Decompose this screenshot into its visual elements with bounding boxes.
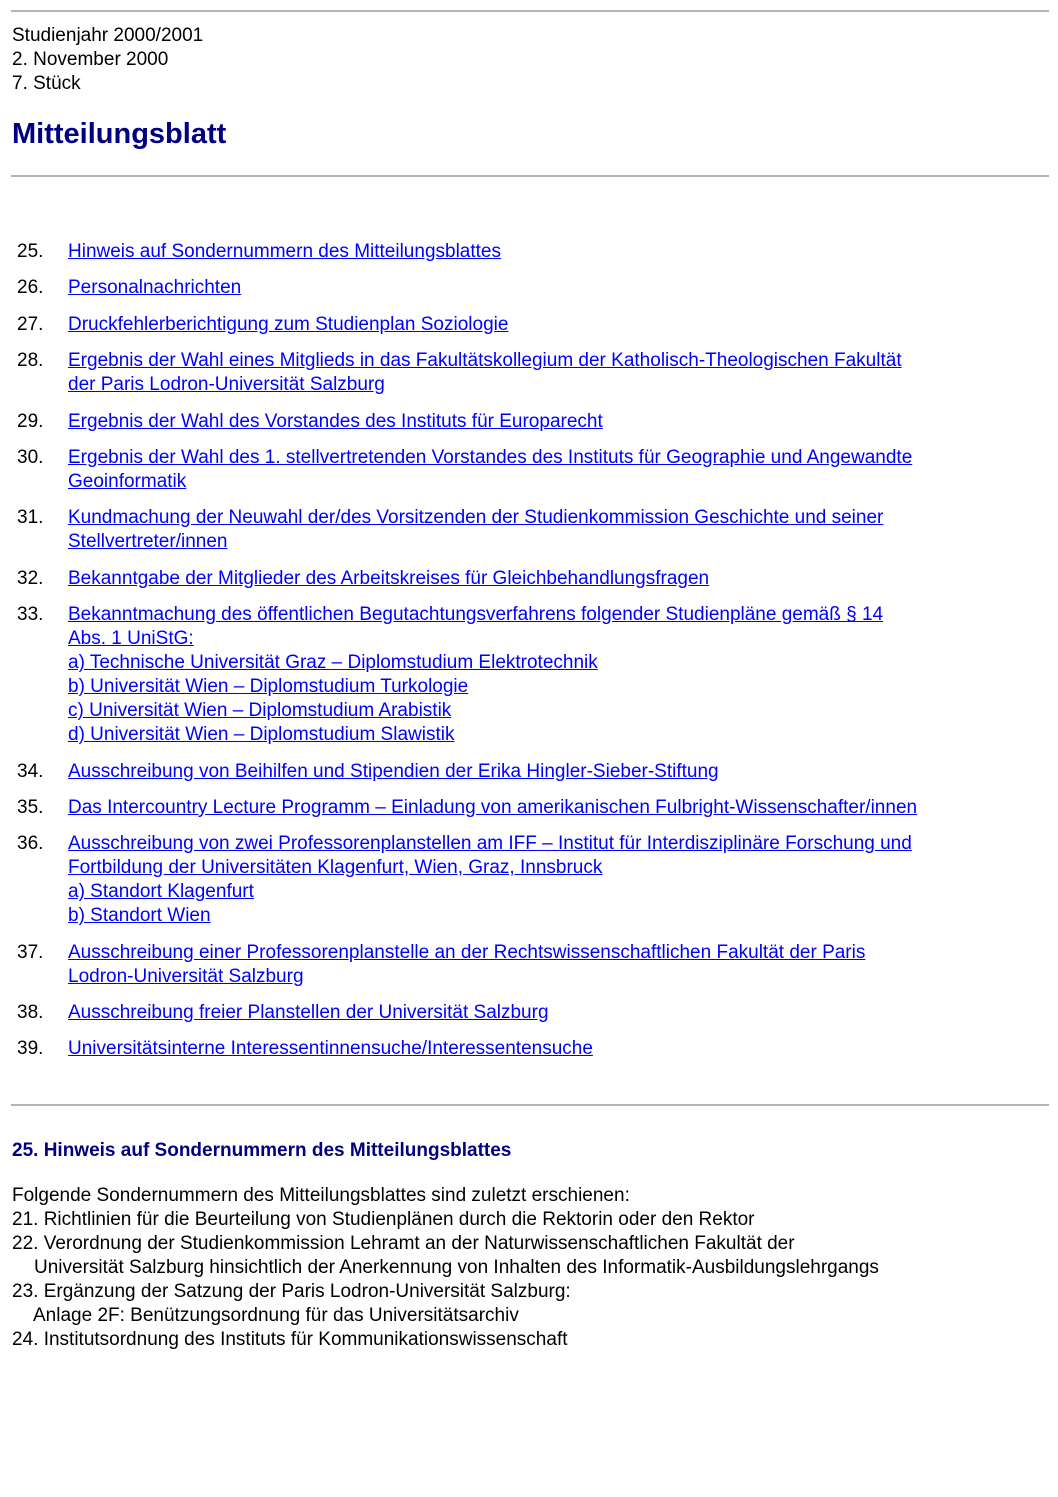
special-issue-23-line1: 23. Ergänzung der Satzung der Paris Lodron-Universität Salzburg:: [12, 1281, 571, 1302]
toc-item-number: 38.: [17, 1002, 44, 1024]
toc-item: [0, 760, 1058, 784]
toc-link[interactable]: Hinweis auf Sondernummern des Mitteilungsblattes: [68, 241, 501, 262]
special-issue-22: [12, 1232, 1042, 1280]
toc-item-number: 34.: [17, 760, 44, 782]
toc-link[interactable]: Geoinformatik: [68, 470, 187, 492]
toc-item-links: [68, 760, 1058, 784]
special-issue-23: [12, 1280, 1042, 1328]
toc-link[interactable]: Lodron-Universität Salzburg: [68, 965, 304, 987]
toc-item-number: 30.: [17, 446, 44, 468]
toc-item: [0, 796, 1058, 820]
toc-item-links: [68, 1037, 1058, 1061]
toc-item: [0, 276, 1058, 300]
toc-link[interactable]: Das Intercountry Lecture Programm – Einladung von amerikanischen Fulbright-Wissenschafter/innen: [68, 796, 918, 818]
toc-link[interactable]: Ausschreibung freier Planstellen der Universität Salzburg: [68, 1002, 549, 1024]
academic-year: Studienjahr 2000/2001: [12, 25, 204, 46]
toc-item-number: 39.: [17, 1038, 44, 1060]
toc-item-links: [68, 567, 1058, 591]
toc-item-links: [68, 796, 1058, 820]
toc-item-number: 28.: [17, 350, 44, 372]
toc-item-links: [68, 941, 1058, 989]
toc-item-links: [68, 410, 1058, 434]
toc-link[interactable]: Ergebnis der Wahl des 1. stellvertretenden Vorstandes des Instituts für Geographie und Angewandte: [68, 446, 913, 468]
toc-item-links: [68, 313, 1058, 337]
toc-link[interactable]: d) Universität Wien – Diplomstudium Slawistik: [68, 724, 455, 746]
toc-item: [0, 567, 1058, 591]
toc-item: [0, 832, 1058, 928]
toc-item-links: [68, 603, 1058, 747]
toc-item-links: [68, 832, 1058, 928]
toc-link[interactable]: Ergebnis der Wahl des Vorstandes des Instituts für Europarecht: [68, 410, 603, 432]
toc-item-links: [68, 506, 1058, 554]
toc-item: [0, 941, 1058, 989]
toc-link[interactable]: Fortbildung der Universitäten Klagenfurt, Wien, Graz, Innsbruck: [68, 857, 603, 879]
toc-item: [0, 240, 1058, 264]
section-heading: 25. Hinweis auf Sondernummern des Mitteilungsblattes: [12, 1140, 512, 1161]
toc-link[interactable]: Stellvertreter/innen: [68, 531, 228, 553]
toc-link[interactable]: a) Standort Klagenfurt: [68, 881, 254, 903]
top-divider: [11, 10, 1049, 12]
toc-link[interactable]: Ausschreibung von zwei Professorenplanstellen am IFF – Institut für Interdisziplinäre Forschung und: [68, 833, 912, 855]
toc-link[interactable]: Abs. 1 UniStG:: [68, 628, 194, 650]
toc-item-links: [68, 446, 1058, 494]
toc-item-links: [68, 349, 1058, 397]
special-issue-24: 24. Institutsordnung des Instituts für Kommunikationswissenschaft: [12, 1329, 568, 1350]
toc-link[interactable]: Druckfehlerberichtigung zum Studienplan Soziologie: [68, 313, 509, 335]
toc-link[interactable]: Ergebnis der Wahl eines Mitglieds in das Fakultätskollegium der Katholisch-Theologischen Fakultät: [68, 350, 902, 372]
toc-link[interactable]: Universitätsinterne Interessentinnensuche/Interessentensuche: [68, 1038, 593, 1060]
toc-link[interactable]: Ausschreibung von Beihilfen und Stipendien der Erika Hingler-Sieber-Stiftung: [68, 760, 719, 782]
issue-date: 2. November 2000: [12, 49, 169, 70]
issue-number: 7. Stück: [12, 73, 81, 94]
toc-link[interactable]: der Paris Lodron-Universität Salzburg: [68, 374, 385, 396]
toc-item: [0, 349, 1058, 397]
special-issue-23-line2: Anlage 2F: Benützungsordnung für das Universitätsarchiv: [33, 1305, 519, 1326]
issue-meta: [12, 24, 203, 96]
toc-item-number: 33.: [17, 604, 44, 626]
toc-link[interactable]: c) Universität Wien – Diplomstudium Arabistik: [68, 700, 452, 722]
toc-item: [0, 603, 1058, 747]
toc-item: [0, 313, 1058, 337]
toc-item-number: 37.: [17, 941, 44, 963]
toc-item: [0, 1001, 1058, 1025]
toc-link[interactable]: Ausschreibung einer Professorenplanstelle an der Rechtswissenschaftlichen Fakultät der Paris: [68, 941, 866, 963]
toc-item-number: 31.: [17, 507, 44, 529]
toc-item-number: 32.: [17, 567, 44, 589]
toc-item: [0, 410, 1058, 434]
toc-item-number: 35.: [17, 796, 44, 818]
toc-link[interactable]: Personalnachrichten: [68, 277, 242, 299]
toc-item-links: [68, 240, 1058, 264]
toc-item-number: 25.: [17, 241, 44, 262]
toc-item-number: 36.: [17, 833, 44, 855]
table-of-contents: [0, 240, 1058, 1074]
section-intro: Folgende Sondernummern des Mitteilungsblattes sind zuletzt erschienen:: [12, 1185, 630, 1206]
toc-item: [0, 506, 1058, 554]
toc-item-links: [68, 1001, 1058, 1025]
header-divider: [11, 175, 1049, 177]
toc-link[interactable]: Bekanntgabe der Mitglieder des Arbeitskreises für Gleichbehandlungsfragen: [68, 567, 710, 589]
toc-link[interactable]: a) Technische Universität Graz – Diplomstudium Elektrotechnik: [68, 652, 598, 674]
toc-link[interactable]: Bekanntmachung des öffentlichen Begutachtungsverfahrens folgender Studienpläne gemäß § 14: [68, 604, 884, 626]
toc-item: [0, 1037, 1058, 1061]
special-issue-22-line2: Universität Salzburg hinsichtlich der Anerkennung von Inhalten des Informatik-Ausbildungslehrgangs: [34, 1257, 879, 1278]
toc-link[interactable]: Kundmachung der Neuwahl der/des Vorsitzenden der Studienkommission Geschichte und seiner: [68, 507, 884, 529]
special-issue-21: 21. Richtlinien für die Beurteilung von Studienplänen durch die Rektorin oder den Rektor: [12, 1209, 755, 1230]
toc-item: [0, 446, 1058, 494]
section-25: [12, 1139, 1042, 1352]
toc-item-number: 27.: [17, 313, 44, 335]
toc-item-number: 29.: [17, 410, 44, 432]
special-issue-22-line1: 22. Verordnung der Studienkommission Lehramt an der Naturwissenschaftlichen Fakultät der: [12, 1233, 795, 1254]
page-title: Mitteilungsblatt: [12, 118, 227, 150]
content-divider: [11, 1104, 1049, 1106]
toc-item-links: [68, 276, 1058, 300]
toc-link[interactable]: b) Universität Wien – Diplomstudium Turkologie: [68, 676, 469, 698]
toc-link[interactable]: b) Standort Wien: [68, 905, 211, 927]
toc-item-number: 26.: [17, 277, 44, 299]
